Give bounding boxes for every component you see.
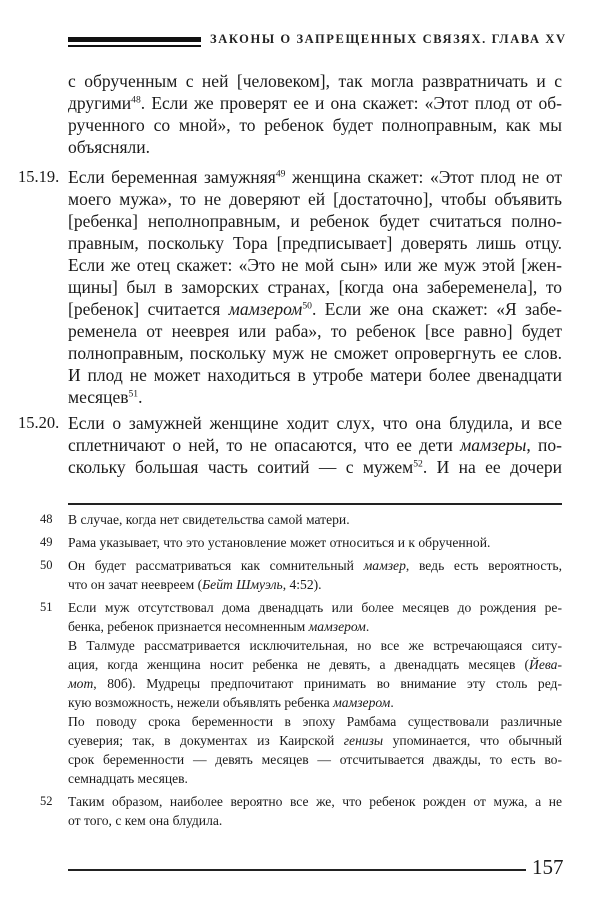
body-paragraph-continued	[68, 70, 562, 158]
footnote-reference: 49	[275, 168, 286, 180]
text-line	[68, 598, 562, 617]
text-run: . И на ее дочери	[422, 457, 562, 477]
paragraph-number: 15.20.	[18, 413, 60, 432]
text-run: суеверия; так, в документах из Каирской	[68, 733, 344, 748]
text-line	[68, 166, 562, 188]
text-line	[68, 254, 562, 276]
text-line	[68, 320, 562, 342]
text-run: правным, поскольку Тора [предписывает] доверять лишь отцу.	[68, 233, 562, 253]
text-run: Рама указывает, что это установление может относиться и к обрученной.	[68, 535, 491, 550]
text-line	[68, 136, 562, 158]
footnote-52	[40, 792, 562, 830]
text-run: щины] был в заморских странах, [когда она забеременела], то	[68, 277, 562, 297]
footnote-48	[40, 510, 562, 529]
footnote-separator-rule	[68, 503, 562, 505]
footer-rule	[68, 869, 526, 871]
text-run: , 80б). Мудрецы предпочитают принимать во внимание эту столь ред-	[93, 676, 562, 691]
italic-term: мот	[68, 676, 94, 691]
text-run: Если о замужней женщине ходит слух, что она блудила, и все	[68, 413, 562, 433]
footnote-reference: 52	[413, 458, 423, 470]
text-line	[68, 364, 562, 386]
text-line	[68, 811, 562, 830]
text-run: бенка, ребенок признается несомненным	[68, 619, 309, 634]
body-paragraph-15-20	[18, 412, 562, 478]
body-paragraph-15-19	[18, 166, 563, 408]
footnote-51	[40, 598, 562, 788]
text-run: полноправным, поскольку муж не сможет опровергнуть ее слов.	[68, 343, 562, 363]
text-run: . Если же проверят ее и она скажет: «Этот плод от об-	[140, 93, 562, 113]
text-run: , ведь есть вероятность,	[405, 558, 562, 573]
text-run: ременела от нееврея или раба», то ребенок [все равно] будет	[68, 321, 562, 341]
text-run: срок беременности — девять месяцев — отсчитывается дважды, то есть во-	[68, 752, 562, 767]
text-run: .	[390, 695, 394, 710]
italic-term: мамзеры	[460, 435, 527, 455]
text-line	[68, 769, 562, 788]
text-run: кую возможность, нежели объявлять ребенка	[68, 695, 334, 710]
text-run: что он зачат нееврeем (	[68, 577, 203, 592]
text-run: , 4:52).	[282, 577, 322, 592]
footnote-50	[40, 556, 562, 594]
text-line	[68, 655, 562, 674]
footnote-number: 50	[40, 558, 53, 572]
running-header-title: ЗАКОНЫ О ЗАПРЕЩЕННЫХ СВЯЗЯХ. ГЛАВА XV	[210, 32, 567, 46]
text-line	[68, 712, 562, 731]
text-run: рученного со мной», то ребенок будет полноправным, как мы	[68, 115, 562, 135]
text-line	[68, 510, 562, 529]
text-run: семнадцать месяцев.	[68, 771, 188, 786]
footnote-number: 48	[40, 512, 53, 526]
italic-term: генизы	[343, 733, 384, 748]
italic-term: мамзером	[333, 695, 391, 710]
text-run: В случае, когда нет свидетельства самой матери.	[68, 512, 350, 527]
text-run: Если беременная замужняя	[68, 167, 276, 187]
text-line	[68, 750, 562, 769]
italic-term: мамзером	[228, 299, 303, 319]
text-run: объясняли.	[68, 137, 150, 157]
text-line	[68, 70, 562, 92]
text-run: [ребенка] неполноправным, и ребенок будет считаться полно-	[68, 211, 562, 231]
text-run: , по-	[526, 435, 562, 455]
text-run: от того, с кем она блудила.	[68, 813, 223, 828]
text-line	[68, 342, 562, 364]
text-line	[68, 575, 562, 594]
text-line	[68, 693, 562, 712]
text-line	[68, 386, 562, 408]
text-run: ация, когда женщина носит ребенка не девять, а двенадцать месяцев (	[68, 657, 530, 672]
text-run: Если муж отсутствовал дома двенадцать или более месяцев до рождения ре-	[68, 600, 562, 615]
text-line	[68, 210, 562, 232]
text-line	[68, 617, 562, 636]
header-ornament-bar-thick	[68, 37, 201, 42]
text-line	[68, 434, 562, 456]
footnotes	[40, 510, 562, 834]
text-line	[68, 276, 562, 298]
text-run: с обрученным с ней [человеком], так могла развратничать и с	[68, 71, 562, 91]
text-line	[68, 298, 562, 320]
italic-term: Йева-	[529, 657, 562, 672]
text-run: И плод не может находиться в утробе матери более двенадцати	[68, 365, 562, 385]
text-run: .	[138, 387, 143, 407]
footnote-reference: 51	[128, 388, 139, 400]
text-run: В Талмуде рассматривается исключительная, но все же встречающаяся ситу-	[68, 638, 562, 653]
text-line	[68, 232, 562, 254]
page-number: 157	[532, 855, 564, 879]
text-line	[68, 731, 562, 750]
text-run: Если же отец скажет: «Это не мой сын» или же муж этой [жен-	[68, 255, 562, 275]
text-run: Таким образом, наиболее вероятно все же, что ребенок рожден от мужа, а не	[68, 794, 562, 809]
text-run: месяцев	[68, 387, 129, 407]
text-line	[68, 92, 562, 114]
paragraph-number: 15.19.	[18, 167, 60, 186]
text-line	[68, 674, 562, 693]
header-ornament-bar-thin	[68, 45, 201, 47]
text-run: сплетничают о ней, то не опасаются, что ее дети	[68, 435, 461, 455]
footnote-number: 51	[40, 600, 53, 614]
italic-term: Бейт Шмуэль	[202, 577, 283, 592]
text-run: женщина скажет: «Этот плод не от	[285, 167, 563, 187]
text-line	[68, 114, 562, 136]
footnote-49	[40, 533, 562, 552]
text-line	[68, 556, 562, 575]
text-run: скольку большая часть соитий — с мужем	[68, 457, 414, 477]
text-line	[68, 188, 562, 210]
text-line	[68, 792, 562, 811]
text-run: другими	[68, 93, 132, 113]
footnote-number: 49	[40, 535, 53, 549]
footnote-reference: 48	[131, 94, 141, 106]
text-run: . Если же она скажет: «Я забе-	[311, 299, 562, 319]
text-run: моего мужа», то не доверяют ей [достаточно], чтобы объявить	[68, 189, 562, 209]
text-run: .	[365, 619, 370, 634]
text-line	[68, 533, 562, 552]
text-run: [ребенок] считается	[68, 299, 229, 319]
italic-term: мамзером	[308, 619, 366, 634]
italic-term: мамзер	[363, 558, 406, 573]
footnote-reference: 50	[302, 300, 312, 312]
text-line	[68, 456, 562, 478]
text-run: По поводу срока беременности в эпоху Рамбама существовали различные	[68, 714, 562, 729]
text-line	[68, 636, 562, 655]
text-line	[68, 412, 562, 434]
text-run: упоминается, что обычный	[383, 733, 562, 748]
footnote-number: 52	[40, 794, 53, 808]
text-run: Он будет рассматриваться как сомнительный	[68, 558, 364, 573]
